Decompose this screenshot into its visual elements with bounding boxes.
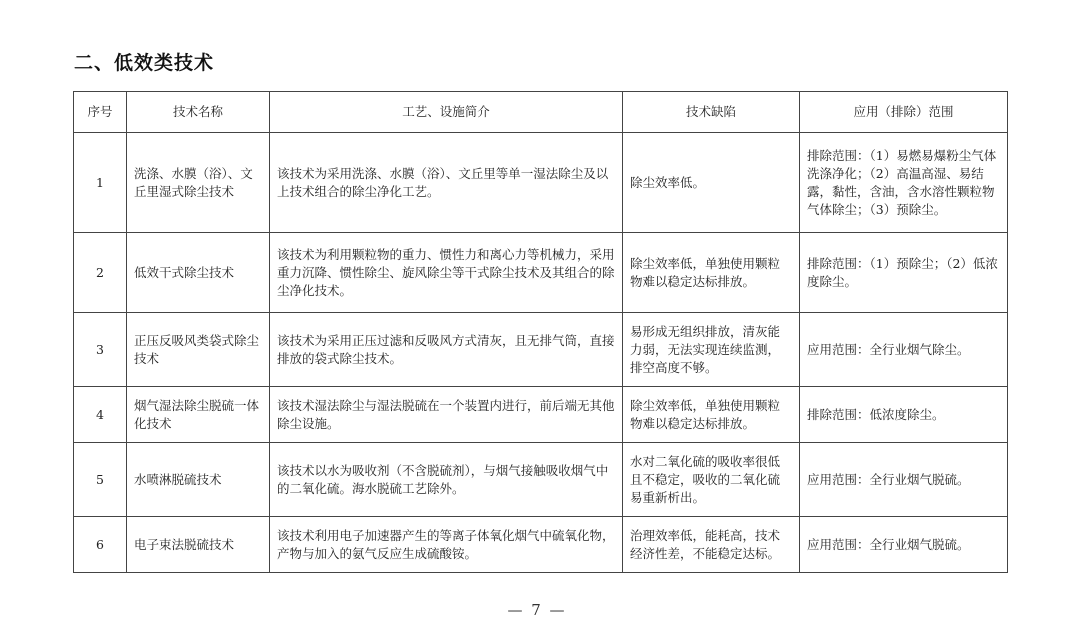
table-row (74, 233, 1008, 313)
table-row (74, 443, 1008, 517)
header-intro: 工艺、设施简介 (270, 92, 623, 133)
header-no: 序号 (74, 92, 127, 133)
row-no: 5 (74, 443, 127, 517)
row-name: 低效干式除尘技术 (127, 233, 270, 313)
page-number: — 7 — (507, 601, 567, 619)
technology-table (73, 91, 1008, 573)
row-name: 烟气湿法除尘脱硫一体化技术 (127, 387, 270, 443)
row-defect: 除尘效率低。 (623, 133, 800, 233)
row-intro: 该技术以水为吸收剂（不含脱硫剂），与烟气接触吸收烟气中的二氧化硫。海水脱硫工艺除外。 (270, 443, 623, 517)
row-defect: 易形成无组织排放，清灰能力弱，无法实现连续监测，排空高度不够。 (623, 313, 800, 387)
row-defect: 水对二氧化硫的吸收率很低且不稳定，吸收的二氧化硫易重新析出。 (623, 443, 800, 517)
row-name: 电子束法脱硫技术 (127, 517, 270, 573)
row-intro: 该技术利用电子加速器产生的等离子体氧化烟气中硫氧化物，产物与加入的氨气反应生成硫酸铵。 (270, 517, 623, 573)
header-scope: 应用（排除）范围 (800, 92, 1008, 133)
row-defect: 除尘效率低，单独使用颗粒物难以稳定达标排放。 (623, 233, 800, 313)
row-intro: 该技术湿法除尘与湿法脱硫在一个装置内进行，前后端无其他除尘设施。 (270, 387, 623, 443)
row-scope: 排除范围：（1）预除尘；（2）低浓度除尘。 (800, 233, 1008, 313)
row-scope: 应用范围：全行业烟气脱硫。 (800, 443, 1008, 517)
row-scope: 应用范围：全行业烟气除尘。 (800, 313, 1008, 387)
table-row (74, 133, 1008, 233)
row-scope: 排除范围：低浓度除尘。 (800, 387, 1008, 443)
row-defect: 除尘效率低，单独使用颗粒物难以稳定达标排放。 (623, 387, 800, 443)
row-scope: 应用范围：全行业烟气脱硫。 (800, 517, 1008, 573)
row-no: 1 (74, 133, 127, 233)
header-name: 技术名称 (127, 92, 270, 133)
section-title: 二、低效类技术 (74, 52, 215, 74)
row-intro: 该技术为利用颗粒物的重力、惯性力和离心力等机械力，采用重力沉降、惯性除尘、旋风除尘等干式除尘技术及其组合的除尘净化技术。 (270, 233, 623, 313)
row-name: 正压反吸风类袋式除尘技术 (127, 313, 270, 387)
row-name: 洗涤、水膜（浴）、文丘里湿式除尘技术 (127, 133, 270, 233)
header-defect: 技术缺陷 (623, 92, 800, 133)
row-intro: 该技术为采用洗涤、水膜（浴）、文丘里等单一湿法除尘及以上技术组合的除尘净化工艺。 (270, 133, 623, 233)
row-scope: 排除范围：（1）易燃易爆粉尘气体洗涤净化；（2）高温高湿、易结露，黏性，含油，含水溶性颗粒物气体除尘；（3）预除尘。 (800, 133, 1008, 233)
row-name: 水喷淋脱硫技术 (127, 443, 270, 517)
table-row (74, 387, 1008, 443)
row-no: 6 (74, 517, 127, 573)
table-row (74, 517, 1008, 573)
row-defect: 治理效率低，能耗高，技术经济性差，不能稳定达标。 (623, 517, 800, 573)
row-no: 4 (74, 387, 127, 443)
table-header-row (74, 92, 1008, 133)
table-row (74, 313, 1008, 387)
row-no: 2 (74, 233, 127, 313)
row-no: 3 (74, 313, 127, 387)
row-intro: 该技术为采用正压过滤和反吸风方式清灰，且无排气筒，直接排放的袋式除尘技术。 (270, 313, 623, 387)
